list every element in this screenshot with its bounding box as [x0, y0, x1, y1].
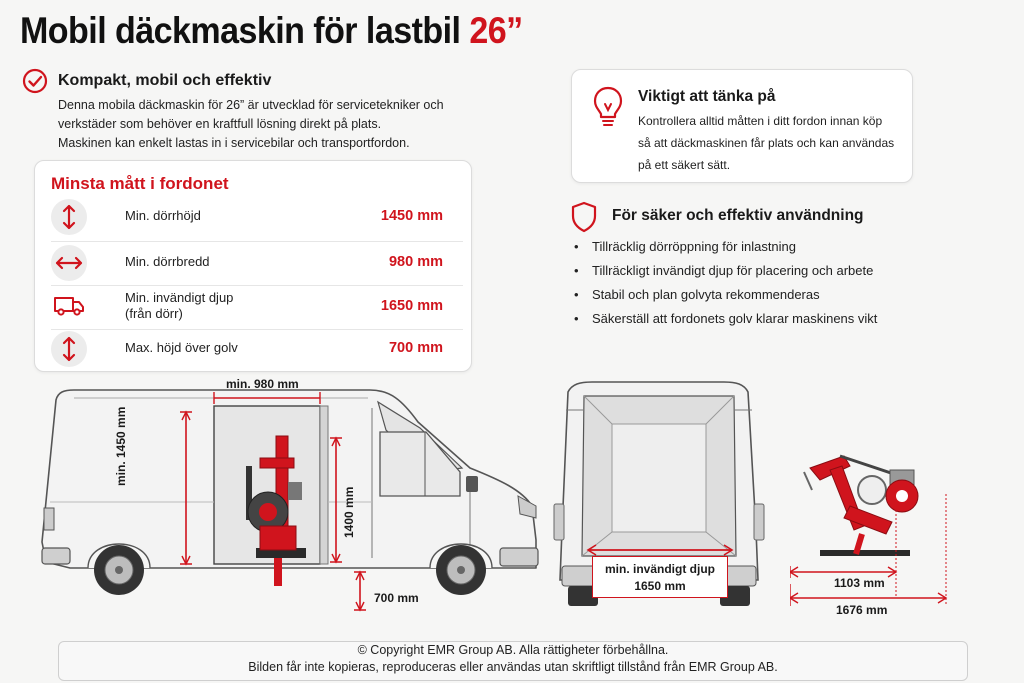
intro-line: Maskinen kan enkelt lastas in i servicebilar och transportfordon. [58, 136, 410, 150]
side-width-label: min. 980 mm [226, 377, 299, 391]
list-item: • Säkerställ att fordonets golv klarar maskinens vikt [572, 307, 992, 331]
dimension-row [51, 287, 463, 327]
intro-text [58, 96, 478, 153]
page-title: Mobil däckmaskin för lastbil 26” [20, 10, 523, 51]
rear-depth-value: 1650 mm [634, 579, 686, 593]
divider [51, 285, 463, 286]
dimension-label [125, 290, 233, 322]
van-side-diagram [30, 372, 550, 622]
copyright-line: © Copyright EMR Group AB. Alla rättigheter förbehållna. [357, 643, 669, 657]
tip-text [638, 110, 894, 176]
vertical-arrow-icon [51, 199, 87, 235]
dimension-value: 1650 mm [380, 298, 443, 314]
title-accent: 26” [469, 10, 523, 51]
machine-depth-label: 1103 mm [834, 576, 885, 590]
copyright-line: Bilden får inte kopieras, reproduceras eller användas utan skriftligt tillstånd från EMR Group AB. [248, 660, 778, 674]
dimension-label-line: Min. invändigt djup [125, 290, 234, 305]
dimension-row [51, 331, 463, 367]
dimension-row [51, 199, 463, 235]
safety-list [572, 235, 992, 331]
dimensions-card [34, 160, 472, 372]
dimension-label: Min. dörrhöjd [125, 208, 201, 223]
copyright-footer [58, 641, 968, 681]
dimension-value: 1450 mm [380, 208, 443, 224]
tip-card [571, 69, 913, 183]
tip-line: på ett säkert sätt. [638, 158, 731, 172]
list-item: • Tillräckligt invändigt djup för placering och arbete [572, 259, 992, 283]
safety-heading: För säker och effektiv användning [612, 207, 864, 224]
dimension-label: Max. höjd över golv [125, 340, 238, 355]
rear-depth-box [592, 556, 728, 598]
shield-icon [569, 200, 599, 234]
intro-line: verkstäder som behöver en kraftfull lösning direkt på plats. [58, 117, 382, 131]
horizontal-arrow-icon [51, 245, 87, 281]
intro-heading: Kompakt, mobil och effektiv [58, 72, 272, 89]
side-height-label: min. 1450 mm [114, 406, 128, 486]
tip-heading: Viktigt att tänka på [638, 88, 776, 105]
floor-height-label: 700 mm [374, 591, 419, 605]
list-item: • Stabil och plan golvyta rekommenderas [572, 283, 992, 307]
dimension-value: 700 mm [388, 340, 443, 356]
lightbulb-icon [590, 84, 626, 128]
tip-line: så att däckmaskinen får plats och kan användas [638, 136, 895, 150]
van-icon [51, 287, 87, 323]
inner-height-label: 1400 mm [342, 486, 356, 538]
rear-depth-label: min. invändigt djup [605, 562, 715, 576]
tire-machine-diagram [790, 446, 950, 616]
dimension-label: Min. dörrbredd [125, 254, 210, 269]
dimensions-heading: Minsta mått i fordonet [51, 174, 229, 193]
check-circle-icon [22, 68, 48, 94]
list-item: • Tillräcklig dörröppning för inlastning [572, 235, 992, 259]
divider [51, 241, 463, 242]
intro-line: Denna mobila däckmaskin för 26” är utvecklad för servicetekniker och [58, 98, 444, 112]
dimension-label-line: (från dörr) [125, 306, 183, 321]
dimension-row [51, 245, 463, 281]
vertical-arrow-icon [51, 331, 87, 367]
tip-line: Kontrollera alltid måtten i ditt fordon innan köp [638, 114, 883, 128]
dimension-value: 980 mm [388, 254, 443, 270]
machine-length-label: 1676 mm [836, 603, 888, 617]
divider [51, 329, 463, 330]
